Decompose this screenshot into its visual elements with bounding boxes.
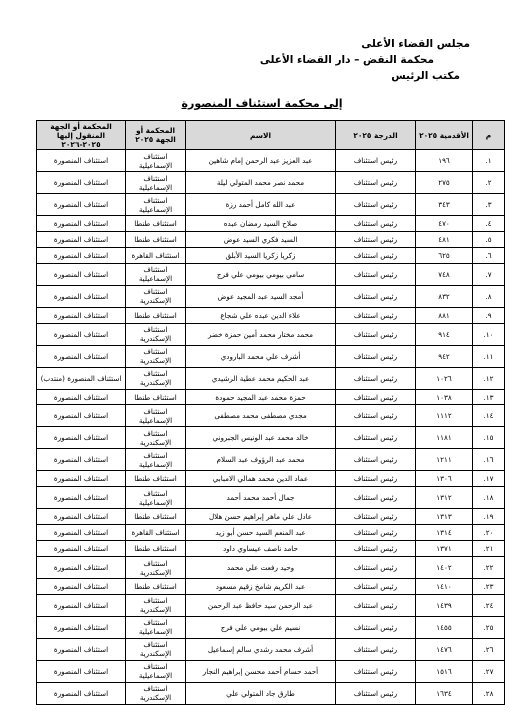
cell-court-to: استئناف المنصورة: [37, 150, 126, 172]
cell-court-from: استئناف الإسكندرية: [126, 427, 186, 449]
cell-court-to: استئناف المنصورة: [37, 345, 126, 367]
cell-index: ٢٣.: [473, 579, 505, 595]
cell-name: نسيم علي بيومي علي فرج: [186, 616, 336, 638]
cell-name: أمجد السيد عبد المجيد عوض: [186, 285, 336, 307]
cell-grade: رئيس استئناف: [336, 231, 416, 247]
cell-index: ١٣.: [473, 389, 505, 405]
cell-grade: رئيس استئناف: [336, 345, 416, 367]
cell-name: علاء الدين عبده علي شجاع: [186, 307, 336, 323]
cell-court-from: استئناف الإسماعيلية: [126, 172, 186, 194]
cell-index: ٢١.: [473, 541, 505, 557]
cell-court-to: استئناف المنصورة: [37, 307, 126, 323]
cell-seniority: ٩٤٢: [416, 345, 473, 367]
cell-grade: رئيس استئناف: [336, 389, 416, 405]
table-row: [37, 405, 505, 427]
cell-index: ١٩.: [473, 509, 505, 525]
cell-index: ١١.: [473, 345, 505, 367]
cell-court-from: استئناف الإسماعيلية: [126, 194, 186, 216]
cell-grade: رئيس استئناف: [336, 682, 416, 704]
cell-seniority: ١٥١٦: [416, 660, 473, 682]
cell-name: سامي بيومي بيومي علي فرج: [186, 263, 336, 285]
table-row: [37, 557, 505, 579]
cell-index: ١٥.: [473, 427, 505, 449]
cell-seniority: ٤٨١: [416, 231, 473, 247]
cell-court-to: استئناف المنصورة: [37, 427, 126, 449]
cell-name: صلاح السيد رمضان عبده: [186, 216, 336, 232]
table-row: [37, 150, 505, 172]
cell-court-to: استئناف المنصورة: [37, 557, 126, 579]
cell-name: عبد الرحمن سيد حافظ عبد الرحمن: [186, 594, 336, 616]
cell-court-to: استئناف المنصورة: [37, 285, 126, 307]
cell-court-to: استئناف المنصورة: [37, 471, 126, 487]
cell-name: مجدي مصطفى محمد مصطفى: [186, 405, 336, 427]
table-row: [37, 194, 505, 216]
cell-name: عادل علي ماهر إبراهيم حسن هلال: [186, 509, 336, 525]
cell-grade: رئيس استئناف: [336, 638, 416, 660]
cell-court-from: استئناف طنطا: [126, 471, 186, 487]
cell-court-to: استئناف المنصورة: [37, 247, 126, 263]
cell-seniority: ٨٣٢: [416, 285, 473, 307]
col-header-name: الاسم: [186, 121, 336, 150]
table-row: [37, 638, 505, 660]
cell-seniority: ٣٤٣: [416, 194, 473, 216]
table-row: [37, 579, 505, 595]
cell-grade: رئيس استئناف: [336, 557, 416, 579]
cell-name: أشرف محمد رشدي سالم إسماعيل: [186, 638, 336, 660]
cell-grade: رئيس استئناف: [336, 216, 416, 232]
table-row: [37, 231, 505, 247]
cell-index: ٢.: [473, 172, 505, 194]
cell-seniority: ١٦٣٤: [416, 682, 473, 704]
cell-grade: رئيس استئناف: [336, 525, 416, 541]
cell-grade: رئيس استئناف: [336, 594, 416, 616]
cell-court-from: استئناف طنطا: [126, 231, 186, 247]
table-row: [37, 389, 505, 405]
cell-court-from: استئناف طنطا: [126, 579, 186, 595]
cell-name: طارق جاد المتولي علي: [186, 682, 336, 704]
cell-seniority: ٤٧٠: [416, 216, 473, 232]
table-row: [37, 449, 505, 471]
cell-court-to: استئناف المنصورة: [37, 487, 126, 509]
cell-name: محمد مختار محمد أمين حمزة خضر: [186, 323, 336, 345]
cell-index: ٢٧.: [473, 660, 505, 682]
cell-seniority: ١٣٧١: [416, 541, 473, 557]
table-row: [37, 263, 505, 285]
cell-court-to: استئناف المنصورة: [37, 405, 126, 427]
cell-name: عبد الحكيم محمد عطية الرشيدي: [186, 367, 336, 389]
transfers-table: [36, 120, 505, 705]
cell-name: السيد فكري السيد عوض: [186, 231, 336, 247]
cell-name: جمال أحمد محمد أحمد: [186, 487, 336, 509]
cell-court-to: استئناف المنصورة: [37, 194, 126, 216]
cell-grade: رئيس استئناف: [336, 172, 416, 194]
cell-court-from: استئناف الإسماعيلية: [126, 660, 186, 682]
cell-grade: رئيس استئناف: [336, 405, 416, 427]
cell-index: ١٨.: [473, 487, 505, 509]
cell-seniority: ١١١٢: [416, 405, 473, 427]
cell-name: عبد الكريم شامخ زقيم مسعود: [186, 579, 336, 595]
cell-grade: رئيس استئناف: [336, 323, 416, 345]
cell-name: خالد محمد عبد الونيس الجبروني: [186, 427, 336, 449]
cell-court-to: استئناف المنصورة: [37, 660, 126, 682]
cell-seniority: ١٢١١: [416, 449, 473, 471]
cell-court-from: استئناف القاهرة: [126, 247, 186, 263]
cell-court-from: استئناف طنطا: [126, 541, 186, 557]
table-row: [37, 427, 505, 449]
cell-seniority: ١٣١٤: [416, 525, 473, 541]
page-title: إلى محكمة استئناف المنصورة: [181, 97, 343, 110]
table-header-row: [37, 121, 505, 150]
cell-court-to: استئناف المنصورة: [37, 525, 126, 541]
cell-court-to: استئناف المنصورة: [37, 172, 126, 194]
col-header-grade: الدرجة ٢٠٢٥: [336, 121, 416, 150]
table-row: [37, 307, 505, 323]
cell-index: ٢٢.: [473, 557, 505, 579]
table-row: [37, 509, 505, 525]
cell-court-from: استئناف طنطا: [126, 216, 186, 232]
table-row: [37, 487, 505, 509]
cell-name: زكريا زكريا السيد الأبلق: [186, 247, 336, 263]
cell-seniority: ١٣٠٦: [416, 471, 473, 487]
cell-grade: رئيس استئناف: [336, 285, 416, 307]
cell-grade: رئيس استئناف: [336, 471, 416, 487]
letterhead: [260, 36, 470, 84]
cell-court-from: استئناف الإسماعيلية: [126, 150, 186, 172]
cell-court-from: استئناف الإسماعيلية: [126, 405, 186, 427]
cell-court-to: استئناف المنصورة: [37, 323, 126, 345]
cell-seniority: ١٤٧٦: [416, 638, 473, 660]
cell-seniority: ١٤١٠: [416, 579, 473, 595]
cell-court-from: استئناف القاهرة: [126, 525, 186, 541]
cell-index: ١.: [473, 150, 505, 172]
cell-court-from: استئناف الإسماعيلية: [126, 263, 186, 285]
cell-seniority: ١٤٠٢: [416, 557, 473, 579]
cell-index: ٢٦.: [473, 638, 505, 660]
cell-name: وحيد رفعت علي محمد: [186, 557, 336, 579]
table-row: [37, 594, 505, 616]
cell-court-from: استئناف الإسكندرية: [126, 323, 186, 345]
cell-grade: رئيس استئناف: [336, 509, 416, 525]
cell-court-to: استئناف المنصورة: [37, 389, 126, 405]
cell-index: ١٦.: [473, 449, 505, 471]
cell-court-to: استئناف المنصورة (منتدب): [37, 367, 126, 389]
cell-seniority: ١٠٣٨: [416, 389, 473, 405]
cell-index: ١٢.: [473, 367, 505, 389]
cell-grade: رئيس استئناف: [336, 616, 416, 638]
cell-court-to: استئناف المنصورة: [37, 616, 126, 638]
cell-index: ٣.: [473, 194, 505, 216]
cell-court-from: استئناف الإسكندرية: [126, 367, 186, 389]
cell-court-to: استئناف المنصورة: [37, 579, 126, 595]
cell-name: حمزة محمد عبد المجيد حمودة: [186, 389, 336, 405]
table-row: [37, 616, 505, 638]
cell-grade: رئيس استئناف: [336, 247, 416, 263]
table-row: [37, 682, 505, 704]
table-row: [37, 285, 505, 307]
cell-name: أحمد حسام أحمد محسن إبراهيم النجار: [186, 660, 336, 682]
cell-court-to: استئناف المنصورة: [37, 594, 126, 616]
cell-index: ١٤.: [473, 405, 505, 427]
cell-court-from: استئناف الإسكندرية: [126, 594, 186, 616]
cell-index: ٥.: [473, 231, 505, 247]
table-row: [37, 345, 505, 367]
cell-seniority: ١٣١٣: [416, 509, 473, 525]
cell-name: محمد نصر محمد المتولي ليلة: [186, 172, 336, 194]
table-row: [37, 471, 505, 487]
cell-court-from: استئناف الإسكندرية: [126, 345, 186, 367]
table-row: [37, 323, 505, 345]
cell-court-to: استئناف المنصورة: [37, 216, 126, 232]
cell-grade: رئيس استئناف: [336, 660, 416, 682]
cell-grade: رئيس استئناف: [336, 263, 416, 285]
table-row: [37, 367, 505, 389]
cell-seniority: ١٩٦: [416, 150, 473, 172]
cell-seniority: ٦٢٥: [416, 247, 473, 263]
cell-court-to: استئناف المنصورة: [37, 682, 126, 704]
office-name: مكتب الرئيس: [391, 70, 460, 82]
cell-grade: رئيس استئناف: [336, 150, 416, 172]
table-row: [37, 216, 505, 232]
cell-name: عبد الله كامل أحمد رزة: [186, 194, 336, 216]
table-row: [37, 172, 505, 194]
table-row: [37, 541, 505, 557]
cell-seniority: ١١٨١: [416, 427, 473, 449]
cell-court-to: استئناف المنصورة: [37, 231, 126, 247]
cell-name: عماد الدين محمد همالي الامبابي: [186, 471, 336, 487]
cell-index: ٧.: [473, 263, 505, 285]
table-body: [37, 150, 505, 705]
court-name: محكمة النقض – دار القضاء الأعلى: [259, 54, 434, 66]
col-header-idx: م: [473, 121, 505, 150]
cell-court-from: استئناف الإسماعيلية: [126, 616, 186, 638]
cell-seniority: ١٤٣٩: [416, 594, 473, 616]
cell-court-to: استئناف المنصورة: [37, 541, 126, 557]
cell-seniority: ١٠٢٦: [416, 367, 473, 389]
cell-index: ٦.: [473, 247, 505, 263]
cell-grade: رئيس استئناف: [336, 541, 416, 557]
cell-name: أشرف علي محمد البارودي: [186, 345, 336, 367]
cell-court-from: استئناف طنطا: [126, 307, 186, 323]
cell-index: ٢٥.: [473, 616, 505, 638]
cell-grade: رئيس استئناف: [336, 307, 416, 323]
council-name: مجلس القضاء الأعلى: [361, 38, 470, 50]
col-header-court-to: المحكمة أو الجهة المنقول إليها ٢٠٢٥-٢٠٢٦: [37, 121, 126, 150]
cell-name: عبد المنعم السيد حسن أبو زيد: [186, 525, 336, 541]
cell-seniority: ٧٤٨: [416, 263, 473, 285]
cell-index: ٨.: [473, 285, 505, 307]
cell-court-to: استئناف المنصورة: [37, 638, 126, 660]
cell-grade: رئيس استئناف: [336, 579, 416, 595]
col-header-court-from: المحكمة أو الجهة ٢٠٢٥: [126, 121, 186, 150]
table-row: [37, 660, 505, 682]
cell-court-to: استئناف المنصورة: [37, 509, 126, 525]
table-row: [37, 247, 505, 263]
cell-name: حامد ناصف عيساوي داود: [186, 541, 336, 557]
cell-index: ١٧.: [473, 471, 505, 487]
cell-court-to: استئناف المنصورة: [37, 449, 126, 471]
cell-seniority: ١٤٥٥: [416, 616, 473, 638]
cell-court-from: استئناف الإسكندرية: [126, 557, 186, 579]
cell-court-from: استئناف الإسكندرية: [126, 285, 186, 307]
cell-seniority: ١٣١٢: [416, 487, 473, 509]
cell-index: ٢٨.: [473, 682, 505, 704]
cell-index: ١٠.: [473, 323, 505, 345]
cell-grade: رئيس استئناف: [336, 449, 416, 471]
cell-grade: رئيس استئناف: [336, 487, 416, 509]
cell-index: ٢٤.: [473, 594, 505, 616]
cell-court-from: استئناف الإسكندرية: [126, 638, 186, 660]
cell-grade: رئيس استئناف: [336, 367, 416, 389]
table-row: [37, 525, 505, 541]
cell-court-from: استئناف الإسماعيلية: [126, 449, 186, 471]
cell-name: عبد العزيز عبد الرحمن إمام شاهين: [186, 150, 336, 172]
cell-index: ٢٠.: [473, 525, 505, 541]
cell-seniority: ٢٧٥: [416, 172, 473, 194]
cell-court-to: استئناف المنصورة: [37, 263, 126, 285]
cell-index: ٤.: [473, 216, 505, 232]
cell-name: محمد عبد الرؤوف عبد السلام: [186, 449, 336, 471]
cell-seniority: ٨٨١: [416, 307, 473, 323]
cell-court-from: استئناف الإسماعيلية: [126, 487, 186, 509]
cell-court-from: استئناف طنطا: [126, 509, 186, 525]
cell-grade: رئيس استئناف: [336, 194, 416, 216]
col-header-seniority: الأقدمية ٢٠٢٥: [416, 121, 473, 150]
cell-court-from: استئناف طنطا: [126, 389, 186, 405]
cell-seniority: ٩١٤: [416, 323, 473, 345]
cell-index: ٩.: [473, 307, 505, 323]
cell-grade: رئيس استئناف: [336, 427, 416, 449]
cell-court-from: استئناف الإسكندرية: [126, 682, 186, 704]
